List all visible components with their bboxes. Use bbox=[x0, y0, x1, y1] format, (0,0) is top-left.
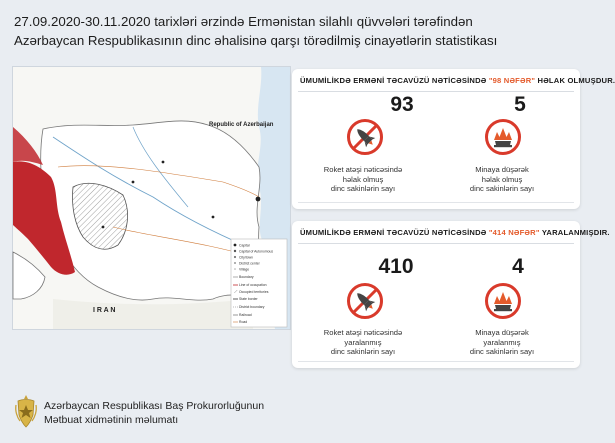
svg-text:City/town: City/town bbox=[239, 255, 253, 260]
mine-explosion-icon bbox=[484, 118, 522, 156]
caption-line: dinc sakinlәrin sayı bbox=[330, 184, 396, 194]
map-label-iran: I R A N bbox=[93, 307, 116, 314]
footer-source bbox=[44, 400, 264, 427]
wounded-header bbox=[300, 228, 610, 237]
svg-text:Road: Road bbox=[239, 320, 248, 324]
wounded-header-divider bbox=[298, 243, 574, 244]
caption-line: Minaya düşәrәk bbox=[475, 328, 529, 337]
killed-bottom-divider bbox=[298, 202, 574, 203]
caption-line: hәlak olmuş bbox=[342, 174, 384, 184]
killed-header-divider bbox=[298, 91, 574, 92]
svg-text:Occupied territories: Occupied territories bbox=[239, 290, 269, 294]
killed-mine-count: 5 bbox=[514, 93, 526, 116]
wounded-stats-card bbox=[292, 221, 610, 368]
prosecutor-emblem-icon bbox=[14, 393, 38, 429]
svg-text:Line of occupation: Line of occupation bbox=[239, 283, 267, 287]
caption-line: Roket atәşi nәticәsindә bbox=[323, 165, 403, 174]
killed-header-prefix: ÜMUMİLİKDƏ ERMƏNİ TƏCAVÜZÜ NƏTİCƏSİNDƏ bbox=[300, 76, 487, 85]
svg-text:Capital of Autonomous: Capital of Autonomous bbox=[239, 249, 274, 254]
caption-line: yaralanmış bbox=[483, 337, 521, 347]
footer-line-1: Azәrbaycan Respublikası Baş Prokurorluğunun bbox=[44, 400, 265, 412]
svg-text:District boundary: District boundary bbox=[239, 305, 265, 309]
killed-header-suffix: HƏLAK OLMUŞDUR. bbox=[537, 76, 615, 85]
caption-line: hәlak olmuş bbox=[481, 174, 523, 184]
wounded-header-prefix: ÜMUMİLİKDƏ ERMƏNİ TƏCAVÜZÜ NƏTİCƏSİNDƏ bbox=[300, 228, 487, 237]
svg-text:District center: District center bbox=[239, 261, 260, 266]
rocket-icon bbox=[346, 118, 384, 156]
killed-rocket-count: 93 bbox=[390, 93, 414, 116]
mine-explosion-icon bbox=[484, 282, 522, 320]
caption-line: dinc sakinlәrin sayı bbox=[330, 347, 396, 357]
caption-line: dinc sakinlәrin sayı bbox=[469, 347, 535, 357]
azerbaijan-map bbox=[12, 66, 291, 330]
svg-text:Capital: Capital bbox=[239, 243, 250, 248]
svg-text:Railroad: Railroad bbox=[239, 313, 252, 317]
wounded-rocket-count: 410 bbox=[378, 255, 414, 278]
wounded-header-highlight: "414 NƏFƏR" bbox=[488, 228, 540, 237]
wounded-mine-caption bbox=[447, 328, 557, 357]
footer-line-2: Mәtbuat xidmәtinin mәlumatı bbox=[44, 413, 179, 426]
title-line-2: Azәrbaycan Respublikasının dinc әhalisinә qarşı törәdilmiş cinayәtlәrin statistikası bbox=[14, 33, 498, 48]
killed-rocket-caption bbox=[308, 165, 418, 194]
wounded-mine-count: 4 bbox=[512, 255, 524, 278]
page-title bbox=[14, 12, 580, 50]
killed-header-highlight: "98 NƏFƏR" bbox=[488, 76, 536, 85]
wounded-bottom-divider bbox=[298, 361, 574, 362]
title-line-1: 27.09.2020-30.11.2020 tarixlәri әrzindә Ermәnistan silahlı qüvvәlәri tәrәfindәn bbox=[14, 14, 473, 29]
map-graphic bbox=[13, 67, 290, 329]
killed-header bbox=[300, 76, 615, 85]
caption-line: dinc sakinlәrin sayı bbox=[469, 184, 535, 194]
caption-line: Roket atәşi nәticәsindә bbox=[323, 328, 403, 337]
map-label-republic: Republic of Azerbaijan bbox=[209, 122, 274, 128]
svg-text:Village: Village bbox=[239, 267, 250, 272]
wounded-rocket-caption bbox=[308, 328, 418, 357]
svg-text:State border: State border bbox=[239, 297, 258, 301]
rocket-icon bbox=[346, 282, 384, 320]
caption-line: yaralanmış bbox=[344, 337, 382, 347]
wounded-header-suffix: YARALANMIŞDIR. bbox=[541, 228, 610, 237]
killed-mine-caption bbox=[447, 165, 557, 194]
caption-line: Minaya düşәrәk bbox=[475, 165, 529, 174]
svg-text:Boundary: Boundary bbox=[239, 275, 254, 279]
killed-stats-card bbox=[292, 69, 615, 209]
